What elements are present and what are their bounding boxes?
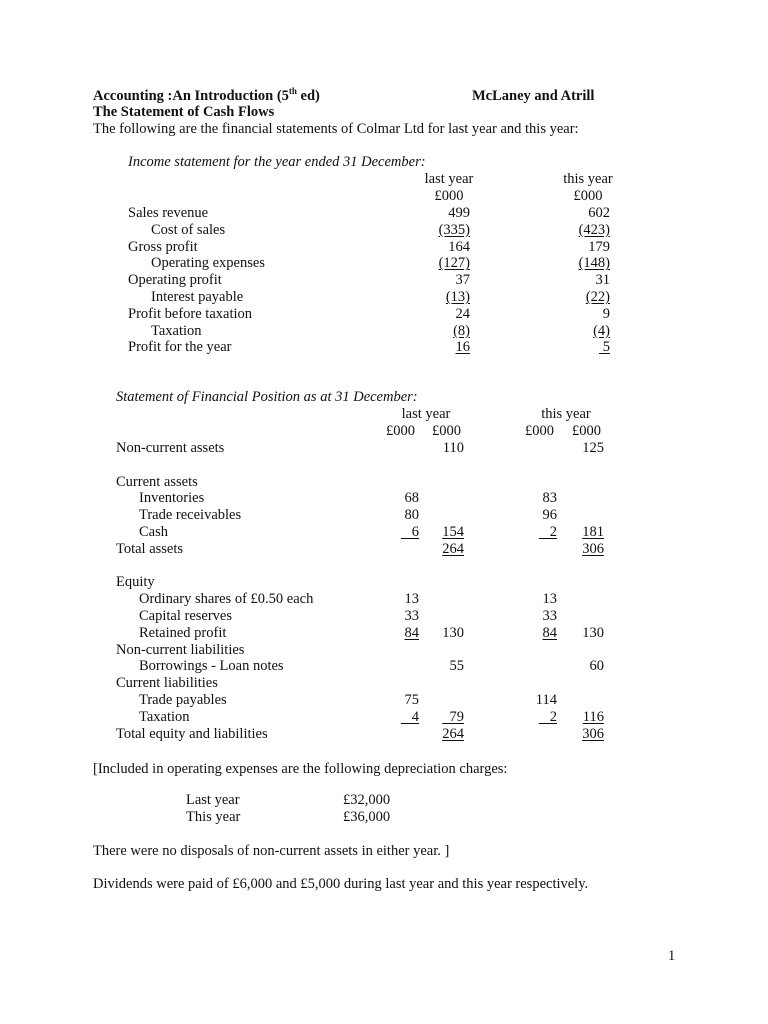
income-row bbox=[0, 323, 768, 340]
income-row-this: (4) bbox=[593, 322, 610, 339]
sfp-row-l1: 33 bbox=[404, 608, 419, 624]
income-row-label: Profit for the year bbox=[128, 339, 232, 356]
income-row bbox=[0, 339, 768, 356]
income-row-label: Sales revenue bbox=[128, 205, 209, 221]
income-row-last: 164 bbox=[448, 238, 470, 255]
sfp-row-l2: 110 bbox=[442, 440, 464, 456]
sfp-row bbox=[0, 558, 768, 575]
income-row-last: 24 bbox=[455, 305, 470, 322]
sfp-col-this-header: this year bbox=[541, 406, 591, 422]
sfp-row bbox=[0, 574, 768, 591]
income-row bbox=[0, 272, 768, 289]
intro-text: The following are the financial statements of Colmar Ltd for last year and this year: bbox=[93, 121, 579, 137]
income-row-label: Cost of sales bbox=[151, 221, 226, 238]
depreciation-intro: [Included in operating expenses are the following depreciation charges: bbox=[93, 761, 508, 777]
sfp-row-label: Retained profit bbox=[139, 624, 227, 641]
sfp-row-l1: 84 bbox=[404, 624, 419, 641]
income-unit-this: £000 bbox=[573, 188, 603, 204]
income-row-last: 37 bbox=[455, 272, 470, 289]
book-title-end: ed) bbox=[296, 88, 320, 104]
income-row-last: (127) bbox=[438, 255, 470, 272]
sfp-row-label: Non-current assets bbox=[116, 440, 225, 456]
sfp-row-label: Current assets bbox=[116, 473, 198, 490]
sfp-row bbox=[0, 507, 768, 524]
sfp-row bbox=[0, 541, 768, 558]
income-col-this-header: this year bbox=[563, 171, 613, 187]
sfp-row-t1: 114 bbox=[535, 692, 557, 708]
income-row-label: Gross profit bbox=[128, 238, 198, 255]
income-row-this: 31 bbox=[595, 272, 610, 289]
sfp-row-label: Current liabilities bbox=[116, 675, 218, 692]
sfp-row-l1: 68 bbox=[404, 490, 419, 507]
sfp-row-t2: 116 bbox=[582, 708, 604, 725]
sfp-row-label: Non-current liabilities bbox=[116, 641, 245, 658]
sfp-row bbox=[0, 726, 768, 743]
sfp-row-t2: 125 bbox=[582, 440, 604, 456]
income-row-last: 499 bbox=[448, 205, 470, 221]
sfp-row-label: Equity bbox=[116, 574, 155, 591]
sfp-row-t2: 306 bbox=[582, 540, 604, 557]
sfp-row-label: Cash bbox=[139, 524, 168, 540]
income-row-label: Taxation bbox=[151, 322, 202, 339]
income-row-this: (148) bbox=[578, 255, 610, 272]
sfp-row bbox=[0, 608, 768, 625]
sfp-row-label: Total equity and liabilities bbox=[116, 725, 268, 742]
sfp-row-t2: 306 bbox=[582, 725, 604, 742]
book-title-text: Accounting :An Introduction (5 bbox=[93, 88, 289, 104]
sfp-row-t1: 84 bbox=[542, 624, 557, 641]
income-statement-heading: Income statement for the year ended 31 December: bbox=[128, 154, 426, 170]
sfp-row-t2: 130 bbox=[582, 624, 604, 641]
sfp-unit-this-2: £000 bbox=[572, 423, 601, 439]
sfp-row bbox=[0, 474, 768, 491]
income-unit-last: £000 bbox=[434, 188, 464, 204]
sfp-row bbox=[0, 524, 768, 541]
sfp-row-l2: 154 bbox=[442, 524, 464, 540]
sfp-row-l1: 6 bbox=[400, 524, 419, 540]
depreciation-this-label: This year bbox=[186, 809, 241, 825]
sfp-col-last-header: last year bbox=[401, 406, 451, 422]
depreciation-last-label: Last year bbox=[186, 792, 240, 808]
income-row-this: 179 bbox=[588, 238, 610, 255]
sfp-row bbox=[0, 658, 768, 675]
income-row bbox=[0, 289, 768, 306]
sfp-row bbox=[0, 642, 768, 659]
sfp-row-l1: 75 bbox=[404, 692, 419, 708]
sfp-row-l2: 264 bbox=[442, 725, 464, 742]
income-row-this: 9 bbox=[602, 305, 610, 322]
sfp-row-t1: 13 bbox=[542, 591, 557, 608]
income-row-label: Operating profit bbox=[128, 272, 222, 289]
book-title-superscript: th bbox=[288, 86, 297, 97]
document-subtitle: The Statement of Cash Flows bbox=[93, 104, 275, 120]
sfp-row-label: Trade payables bbox=[139, 692, 227, 708]
income-row bbox=[0, 205, 768, 222]
sfp-row-t2: 181 bbox=[582, 524, 604, 540]
sfp-row-t1: 2 bbox=[538, 524, 557, 540]
sfp-row-t1: 96 bbox=[542, 507, 557, 524]
sfp-row bbox=[0, 440, 768, 457]
income-row bbox=[0, 306, 768, 323]
income-row bbox=[0, 222, 768, 239]
income-row-last: 16 bbox=[455, 339, 470, 356]
sfp-row-label: Taxation bbox=[139, 708, 190, 725]
sfp-row bbox=[0, 692, 768, 709]
income-row-label: Interest payable bbox=[151, 289, 244, 305]
sfp-row-label: Capital reserves bbox=[139, 608, 233, 624]
sfp-row-t1: 83 bbox=[542, 490, 557, 507]
sfp-row-l2: 55 bbox=[449, 658, 464, 675]
income-row-this: (423) bbox=[578, 221, 610, 238]
sfp-row bbox=[0, 709, 768, 726]
sfp-row-l2: 130 bbox=[442, 624, 464, 641]
sfp-row-l2: 79 bbox=[442, 708, 464, 725]
income-row-last: (8) bbox=[453, 322, 470, 339]
income-row bbox=[0, 255, 768, 272]
income-row-this: 602 bbox=[588, 205, 610, 221]
sfp-row-t1: 2 bbox=[538, 708, 557, 725]
income-row-last: (13) bbox=[445, 289, 470, 305]
depreciation-last-value: £32,000 bbox=[343, 792, 391, 808]
income-row-this: 5 bbox=[599, 339, 610, 356]
sfp-row-label: Inventories bbox=[139, 490, 205, 507]
sfp-unit-last-2: £000 bbox=[432, 423, 461, 439]
sfp-row-t1: 33 bbox=[542, 608, 557, 624]
sfp-row bbox=[0, 625, 768, 642]
sfp-row bbox=[0, 490, 768, 507]
authors: McLaney and Atrill bbox=[472, 88, 595, 104]
sfp-row-l1: 80 bbox=[404, 507, 419, 524]
income-row-label: Operating expenses bbox=[151, 255, 265, 272]
sfp-unit-this-1: £000 bbox=[525, 423, 554, 439]
sfp-row-label: Total assets bbox=[116, 540, 184, 557]
sfp-row-l1: 13 bbox=[404, 591, 419, 608]
financial-position-heading: Statement of Financial Position as at 31 December: bbox=[116, 389, 418, 405]
sfp-row bbox=[0, 591, 768, 608]
sfp-row bbox=[0, 457, 768, 474]
sfp-row-label: Ordinary shares of £0.50 each bbox=[139, 591, 314, 608]
sfp-row bbox=[0, 675, 768, 692]
sfp-row-t2: 60 bbox=[589, 658, 604, 675]
income-row-last: (335) bbox=[438, 221, 470, 238]
income-col-last-header: last year bbox=[424, 171, 474, 187]
income-row-label: Profit before taxation bbox=[128, 305, 253, 322]
sfp-row-l1: 4 bbox=[400, 708, 419, 725]
income-row-this: (22) bbox=[585, 289, 610, 305]
sfp-row-label: Borrowings - Loan notes bbox=[139, 658, 284, 675]
depreciation-this-value: £36,000 bbox=[343, 809, 391, 825]
dividends-note: Dividends were paid of £6,000 and £5,000 during last year and this year respectively. bbox=[93, 876, 589, 892]
book-title bbox=[93, 88, 320, 105]
sfp-row-l2: 264 bbox=[442, 540, 464, 557]
sfp-row-label: Trade receivables bbox=[139, 507, 242, 524]
income-row bbox=[0, 239, 768, 256]
disposals-note: There were no disposals of non-current assets in either year. ] bbox=[93, 843, 450, 859]
page-number: 1 bbox=[668, 948, 676, 964]
sfp-unit-last-1: £000 bbox=[386, 423, 415, 439]
